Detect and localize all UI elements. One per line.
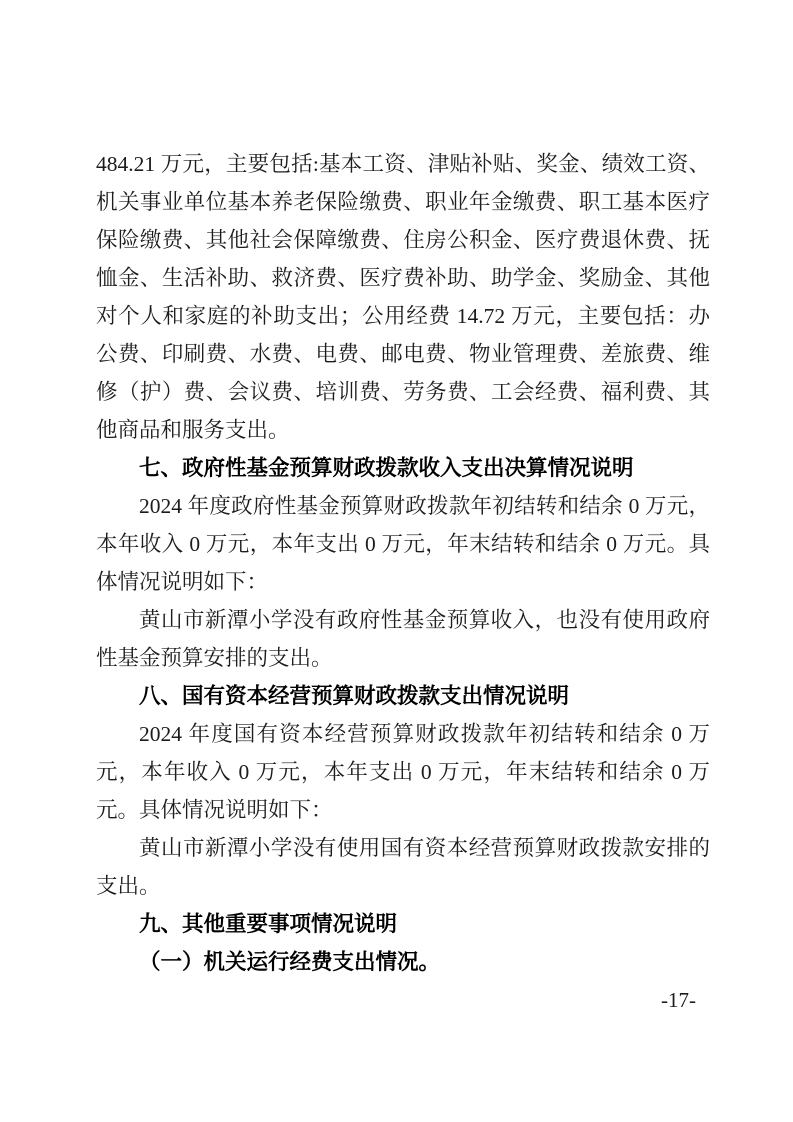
paragraph-government-fund-figures: 2024 年度政府性基金预算财政拨款年初结转和结余 0 万元，本年收入 0 万元，本年支出 0 万元，年末结转和结余 0 万元。具体情况说明如下： (96, 494, 710, 594)
text-column (96, 145, 710, 981)
subsection-heading-agency-operating-expenses: （一）机关运行经费支出情况。 (139, 950, 441, 974)
page-number: -17- (661, 988, 696, 1012)
paragraph-state-capital-note: 黄山市新潭小学没有使用国有资本经营预算财政拨款安排的支出。 (96, 836, 710, 898)
section-heading-other-important-matters: 九、其他重要事项情况说明 (139, 912, 398, 936)
section-heading-state-capital-budget: 八、国有资本经营预算财政拨款支出情况说明 (139, 684, 570, 708)
paragraph-state-capital-figures: 2024 年度国有资本经营预算财政拨款年初结转和结余 0 万元，本年收入 0 万元，本年支出 0 万元，年末结转和结余 0 万元。具体情况说明如下： (96, 722, 710, 822)
section-heading-government-fund-budget: 七、政府性基金预算财政拨款收入支出决算情况说明 (139, 456, 634, 480)
paragraph-government-fund-note: 黄山市新潭小学没有政府性基金预算收入，也没有使用政府性基金预算安排的支出。 (96, 608, 710, 670)
paragraph-basic-salary-expenses: 484.21 万元，主要包括:基本工资、津贴补贴、奖金、绩效工资、机关事业单位基本养老保险缴费、职业年金缴费、职工基本医疗保险缴费、其他社会保障缴费、住房公积金、医疗费退休费、抚恤金、生活补助、救济费、医疗费补助、助学金、奖励金、其他对个人和家庭的补助支出；公用经费 14.72 万元，主要包括：办公费、印刷费、水费、电费、邮电费、物业管理费、差旅费、维修（护）费、会议费、培训费、劳务费、工会经费、福利费、其他商品和服务支出。 (96, 152, 710, 442)
